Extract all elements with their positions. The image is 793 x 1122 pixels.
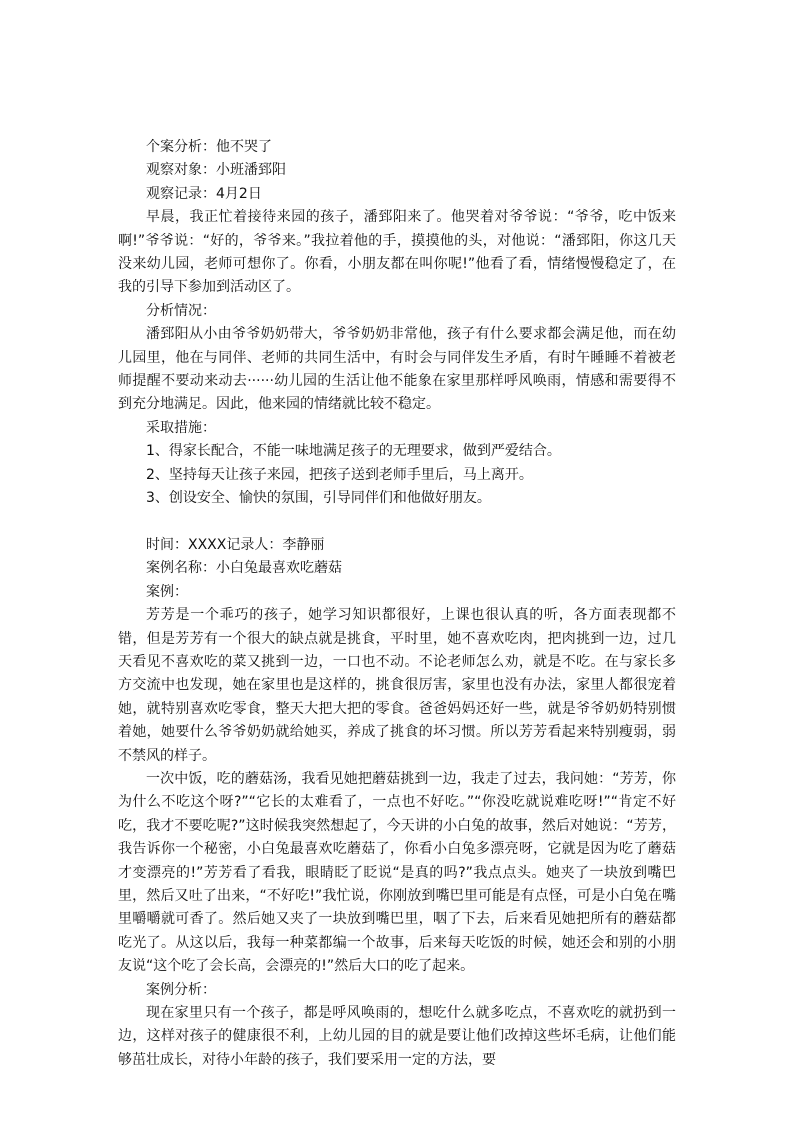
case2-paragraph-1: 芳芳是一个乖巧的孩子，她学习知识都很好，上课也很认真的听，各方面表现都不错，但是芳芳有一个很大的缺点就是挑食，平时里，她不喜欢吃肉，把肉挑到一边，过几天看见不喜欢吃的菜又挑到一边，一口也不动。不论老师怎么劝，就是不吃。在与家长多方交流中也发现，她在家里也是这样的，挑食很厉害，家里也没有办法，家里人都很宠着她，就特别喜欢吃零食，整天大把大把的零食。爸爸妈妈还好一些，就是爷爷奶奶特别惯着她，她要什么爷爷奶奶就给她买，养成了挑食的坏习惯。所以芳芳看起来特别瘦弱，弱不禁风的样子。 — [118, 607, 676, 764]
case1-analysis-heading: 分析情况： — [146, 302, 216, 319]
case1-analysis-paragraph: 潘郅阳从小由爷爷奶奶带大，爷爷奶奶非常他，孩子有什么要求都会满足他，而在幼儿园里，他在与同伴、老师的共同生活中，有时会与同伴发生矛盾，有时午睡睡不着被老师提醒不要动来动去······幼儿园的生活让他不能象在家里那样呼风唤雨，情感和需要得不到充分地满足。因此，他来园的情绪就比较不稳定。 — [118, 326, 676, 413]
case1-measure-item: 1、得家长配合，不能一味地满足孩子的无理要求，做到严爱结合。 — [146, 443, 561, 460]
case2-time-recorder: 时间：XXXX记录人：李静丽 — [146, 536, 325, 553]
case1-measure-item: 2、坚持每天让孩子来园，把孩子送到老师手里后，马上离开。 — [146, 466, 533, 483]
section-spacer — [118, 511, 676, 534]
case1-measures-heading: 采取措施： — [146, 419, 216, 436]
case2-paragraph-2: 一次中饭，吃的蘑菇汤，我看见她把蘑菇挑到一边，我走了过去，我问她：“芳芳，你为什么不吃这个呀?”“它长的太难看了，一点也不好吃。”“你没吃就说难吃呀!”“肯定不好吃，我才不要吃呢?”这时候我突然想起了，今天讲的小白兔的故事，然后对她说：“芳芳，我告诉你一个秘密，小白兔最喜欢吃蘑菇了，你看小白兔多漂亮呀，它就是因为吃了蘑菇才变漂亮的!”芳芳看了看我，眼睛眨了眨说“是真的吗?”我点点头。她夹了一块放到嘴巴里，然后又吐了出来，“不好吃!”我忙说，你刚放到嘴巴里可能是有点怪，可是小白兔在嘴里嚼嚼就可香了。然后她又夹了一块放到嘴巴里，咽了下去，后来看见她把所有的蘑菇都吃光了。从这以后，我每一种菜都编一个故事，后来每天吃饭的时候，她还会和别的小朋友说“这个吃了会长高，会漂亮的!”然后大口的吃了起来。 — [118, 770, 676, 975]
case2-case-heading: 案例： — [146, 583, 188, 600]
case1-subject: 观察对象：小班潘郅阳 — [146, 162, 286, 179]
case2-case-name: 案例名称：小白兔最喜欢吃蘑菇 — [146, 560, 342, 577]
document-body — [118, 136, 676, 1072]
case2-analysis-heading: 案例分析： — [146, 981, 216, 998]
case1-measure-item: 3、创设安全、愉快的氛围，引导同伴们和他做好朋友。 — [146, 490, 491, 507]
case1-record-date: 观察记录：4月2日 — [146, 185, 262, 202]
case2-analysis-paragraph: 现在家里只有一个孩子，都是呼风唤雨的，想吃什么就多吃点，不喜欢吃的就扔到一边，这样对孩子的健康很不利，上幼儿园的目的就是要让他们改掉这些坏毛病，让他们能够茁壮成长，对待小年龄的孩子，我们要采用一定的方法，要 — [118, 1005, 676, 1068]
case1-title: 个案分析：他不哭了 — [146, 139, 272, 155]
case1-observation-paragraph: 早晨，我正忙着接待来园的孩子，潘郅阳来了。他哭着对爷爷说：“爷爷，吃中饭来啊!”爷爷说：“好的，爷爷来。”我拉着他的手，摸摸他的头，对他说：“潘郅阳，你这几天没来幼儿园，老师可想你了。你看，小朋友都在叫你呢!”他看了看，情绪慢慢稳定了，在我的引导下参加到活动区了。 — [118, 209, 676, 296]
